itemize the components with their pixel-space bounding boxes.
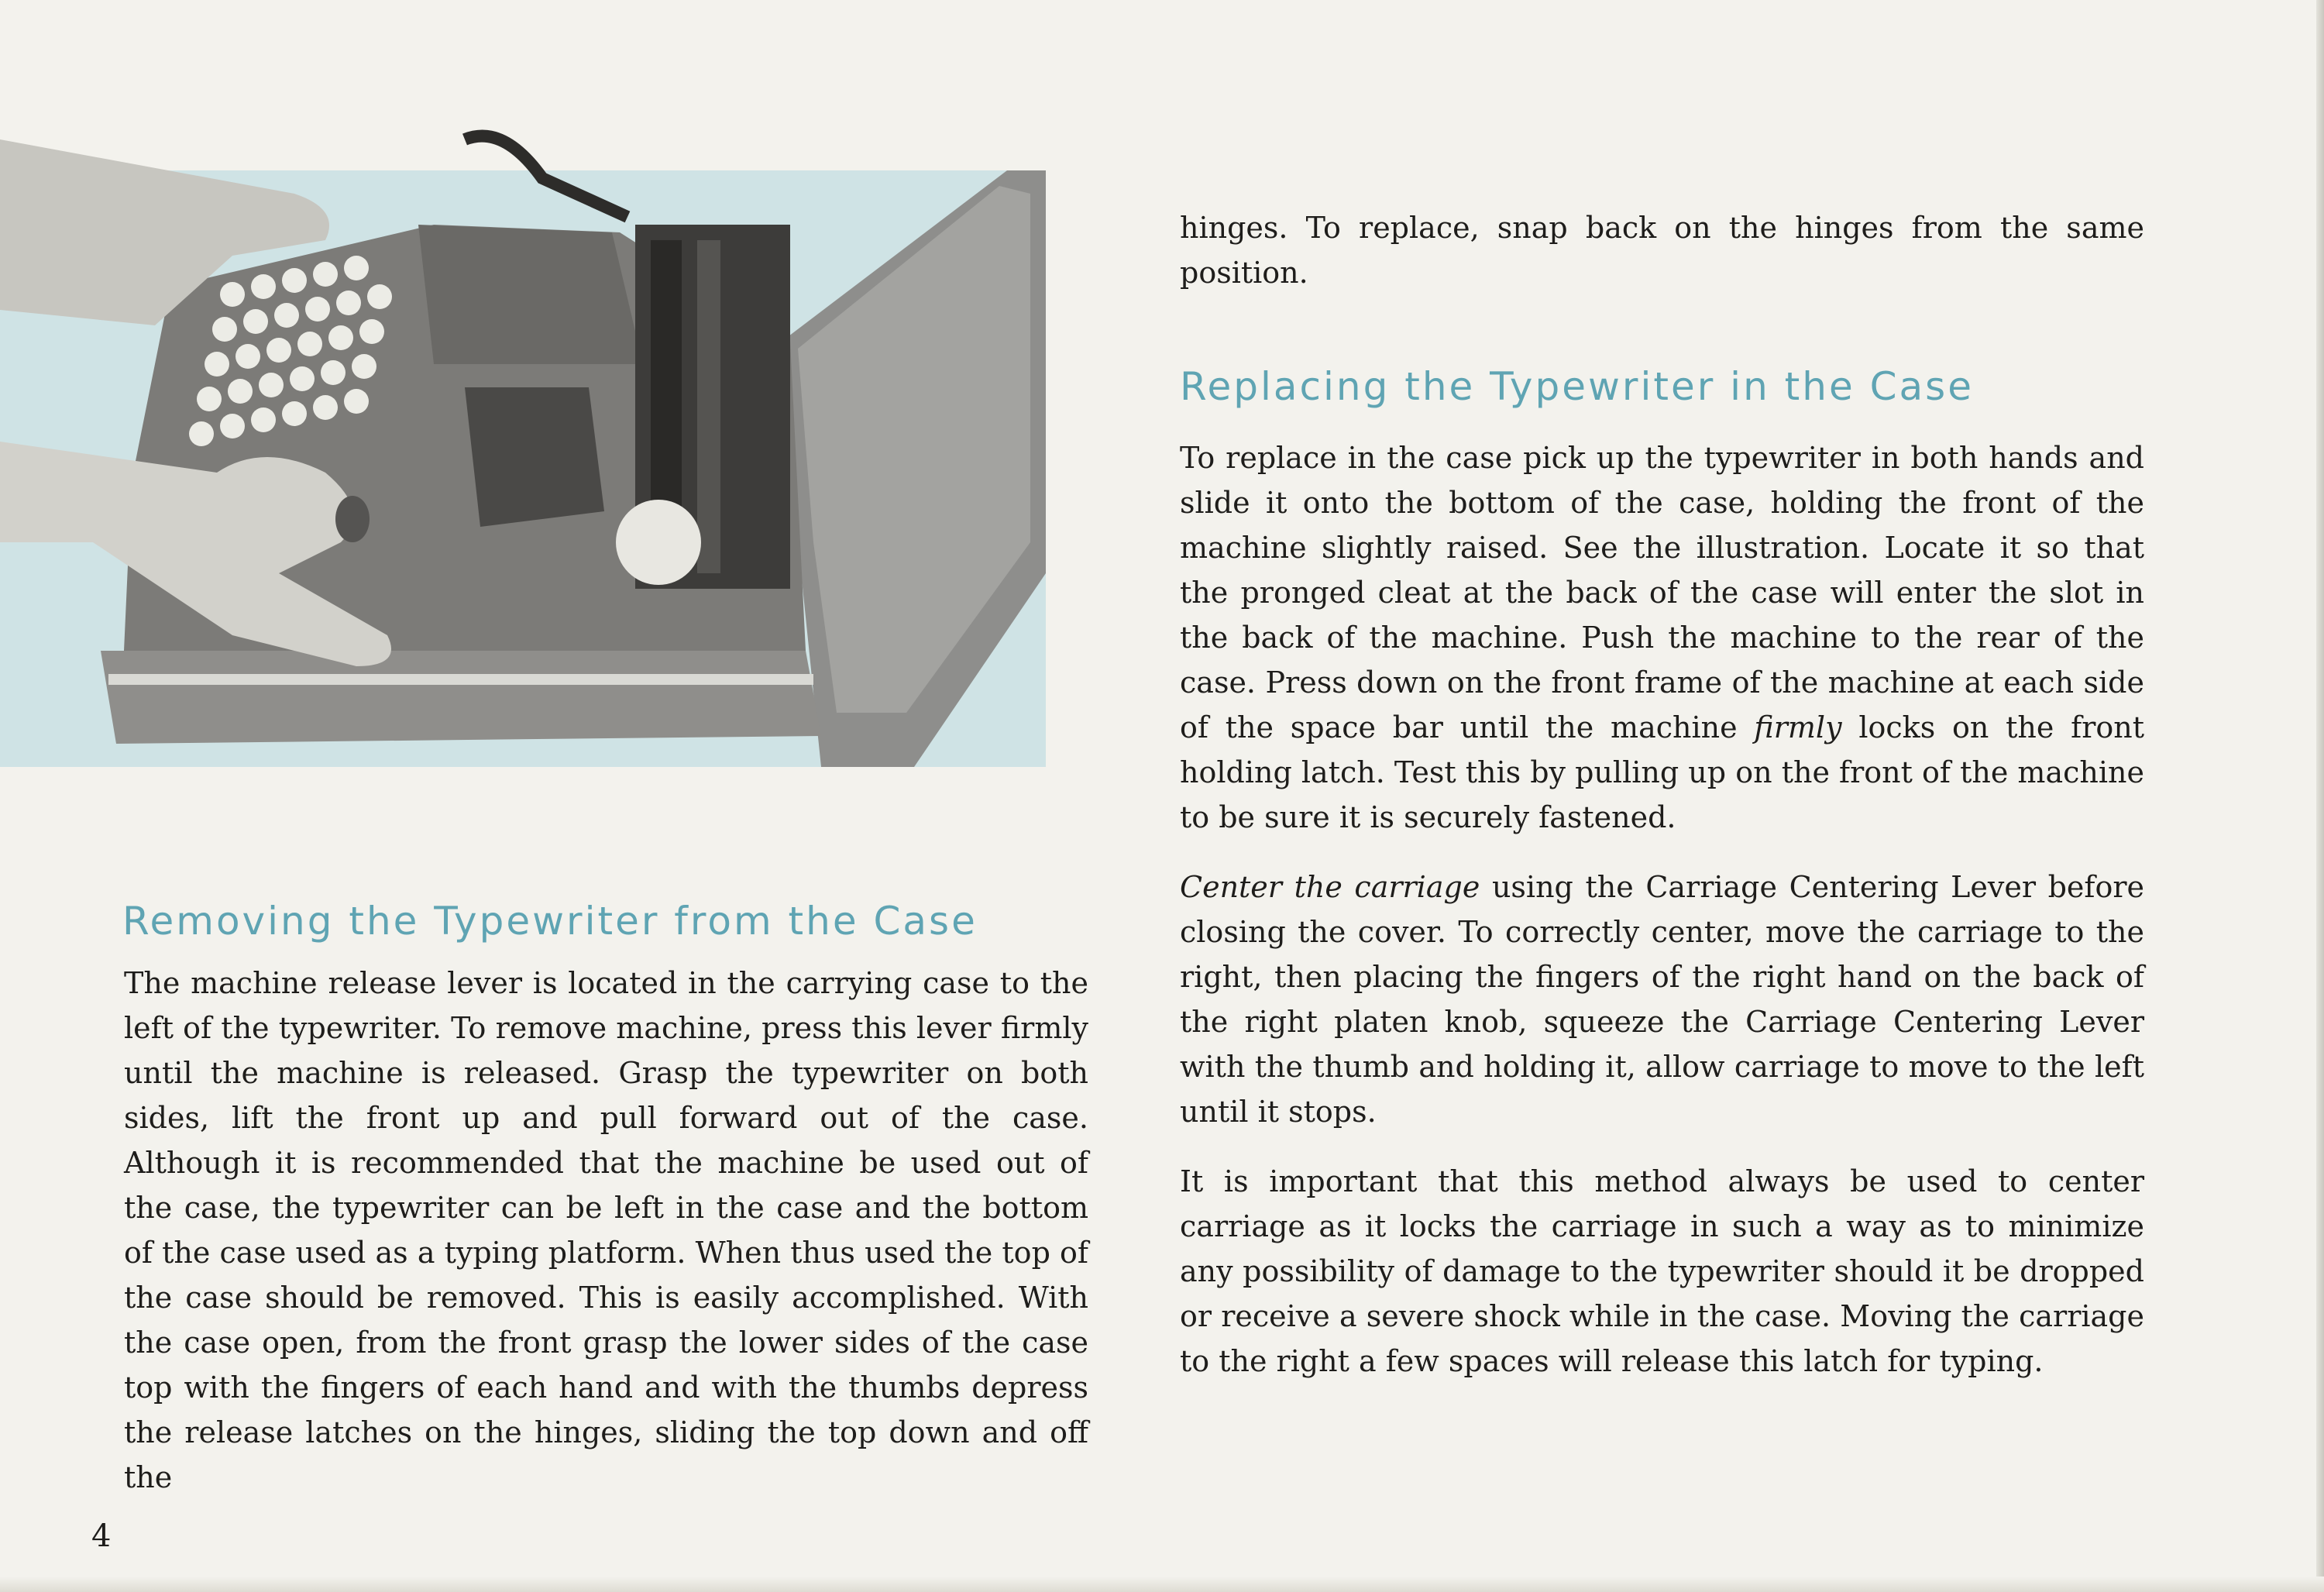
replacing-body-text [1180,435,2144,1384]
section-heading-replacing: Replacing the Typewriter in the Case [1180,364,1974,409]
page-number: 4 [91,1518,112,1554]
para2-italic-center-carriage: Center the carriage [1180,870,1480,904]
para1-text-after: locks on the front holding latch. Test this by pulling up on the front of the machine to be sure it is securely fastened. [1180,710,2144,834]
para2-text: using the Carriage Centering Lever before closing the cover. To correctly center, move the carriage to the right, then placing the fingers of the right hand on the back of the right platen knob, squeeze the Carriage Centering Lever with the thumb and holding it, allow carriage to move to the left until it stops. [1180,870,2144,1129]
para1-italic-firmly: firmly [1754,710,1842,744]
right-page [1162,0,2324,1592]
replacing-paragraph-2 [1180,865,2144,1134]
section-heading-removing: Removing the Typewriter from the Case [122,899,978,944]
page-edge [2316,0,2324,1592]
removing-body-text [124,961,1088,1500]
replacing-paragraph-1 [1180,435,2144,840]
page-bottom-edge [0,1577,2324,1592]
typewriter-illustration [0,108,1046,767]
continued-text [1180,205,2144,295]
para1-text-before: To replace in the case pick up the typewriter in both hands and slide it onto the bottom of the case, holding the front of the machine slightly raised. See the illustration. Locate it so that the pronged cleat at the back of the case will enter the slot in the back of the machine. Push the machine to the rear of the case. Press down on the front frame of the machine at each side of the space bar until the machine [1180,441,2144,744]
continued-paragraph: hinges. To replace, snap back on the hinges from the same position. [1180,211,2144,290]
replacing-paragraph-3: It is important that this method always be used to center carriage as it locks the carriage in such a way as to minimize any possibility of damage to the typewriter should it be dropped or receive a severe shock while in the case. Moving the carriage to the right a few spaces will release this latch for typing. [1180,1164,2144,1378]
removing-paragraph: The machine release lever is located in the carrying case to the left of the typewriter. To remove machine, press this lever firmly until the machine is released. Grasp the typewriter on both sides, lift the front up and pull forward out of the case. Although it is recommended that the machine be used out of the case, the typewriter can be left in the case and the bottom of the case used as a typing platform. When thus used the top of the case should be removed. This is easily accomplished. With the case open, from the front grasp the lower sides of the case top with the fingers of each hand and with the thumbs depress the release latches on the hinges, sliding the top down and off the [124,966,1088,1494]
